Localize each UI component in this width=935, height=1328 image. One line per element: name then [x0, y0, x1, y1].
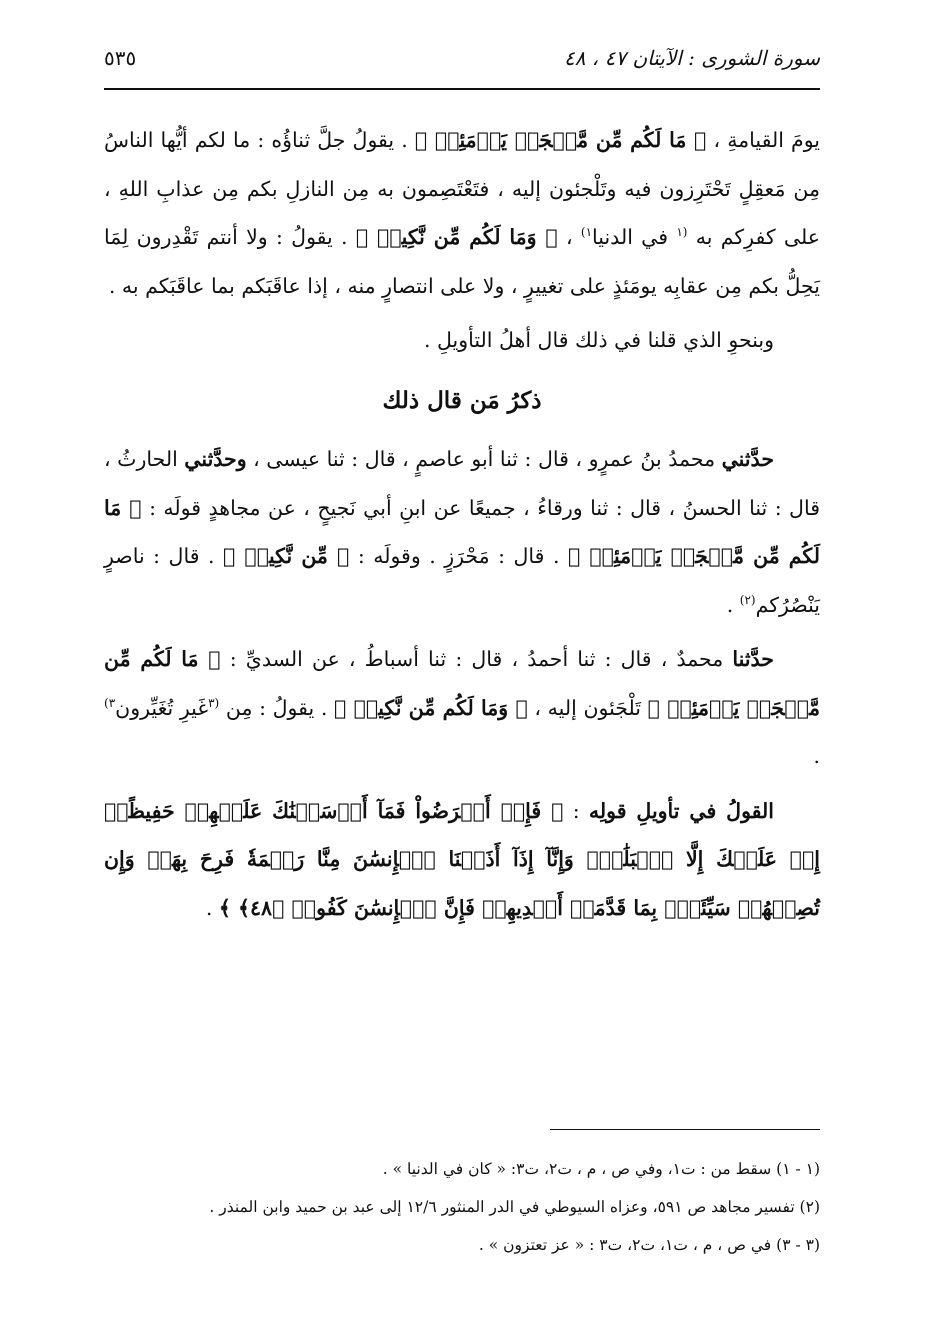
quran-quote: ﴿ فَإِنۡ أَعۡرَضُواْ فَمَآ أَرۡسَلۡنَٰكَ عَلَيۡهِمۡ حَفِيظًاۖ إِنۡ عَلَيۡكَ إِلَّا ٱلۡبَلَٰغُۗ وَإِنَّآ إِذَآ أَذَقۡنَا ٱلۡإِنسَٰنَ مِنَّا رَحۡمَةٗ فَرِحَ بِهَاۖ وَإِن تُصِبۡهُمۡ سَيِّئَةُۢ بِمَا قَدَّمَتۡ أَيۡدِيهِمۡ فَإِنَّ ٱلۡإِنسَٰنَ كَفُورٞ ﴿٤٨﴾ ﴾ — [104, 798, 820, 920]
header-title: سورة الشورى : الآيتان ٤٧ ، ٤٨ — [563, 46, 820, 70]
narration-verb: حدَّثني — [721, 447, 774, 471]
paragraph-3 — [104, 435, 820, 629]
text-run: غَيرِ تُغَيِّرون — [115, 695, 209, 720]
footnote-marker: (٣ — [208, 695, 220, 710]
footnote-marker: (٢) — [739, 592, 756, 607]
quran-quote: ﴿ مَا لَكُم مِّن مَّلۡجَإٖ يَوۡمَئِذٖ ﴾ — [414, 128, 707, 152]
text-run: . قال : ناصرٍ يَنْصُرُكم — [104, 544, 820, 617]
section-lead: القولُ في تأويلِ قولِه — [588, 798, 774, 823]
quran-quote: ﴿ وَمَا لَكُم مِّن نَّكِيرٖ ﴾ — [355, 225, 558, 249]
text-run: يومَ القيامةِ ، — [706, 128, 820, 152]
text-run: ، — [557, 225, 581, 249]
text-run: . — [205, 895, 219, 920]
paragraph-2: وبنحوِ الذي قلنا في ذلك قال أهلُ التأويلِ . — [423, 328, 774, 352]
text-run: . يقولُ : ولا أنتم تَقْدِرون لِمَا يَحِلُّ بكم مِن عقابِه يومَئذٍ على تغييرٍ ، ولا على انتصارٍ منه ، إذا عاقَبَكم بما عاقَبَكم به . — [104, 225, 820, 298]
quran-quote: ﴿ مَا لَكُم مِّن مَّلۡجَإٖ يَوۡمَئِذٖ ﴾ — [104, 647, 821, 720]
footnote-marker: (١ — [676, 225, 688, 240]
text-run: تَلْجَئون إليه ، — [527, 695, 648, 720]
footnote-3: (٣ - ٣) في ص ، م ، ت١، ت٢، ت٣ : « عز تعتزون » . — [478, 1236, 820, 1254]
section-heading: ذكرُ مَن قال ذلك — [382, 386, 542, 414]
text-run: . — [726, 592, 740, 617]
narration-verb: وحدَّثني — [184, 447, 247, 471]
footnotes — [104, 1150, 820, 1264]
text-run: . قال : مَحْرَزٍ . وقولَه : — [349, 544, 568, 568]
narration-verb: حدَّثنا — [732, 647, 774, 671]
text-run: محمدُ بنُ عمرٍو ، قال : ثنا أبو عاصمٍ ، قال : ثنا عيسى ، — [246, 447, 722, 471]
text-run: . يقولُ : مِن — [219, 695, 335, 720]
footnote-2: (٢) تفسير مجاهد ص ٥٩١، وعزاه السيوطي في الدر المنثور ١٢/٦ إلى عبد بن حميد وابن المنذر . — [209, 1198, 820, 1216]
quran-quote: ﴿ مَا لَكُم مِّن مَّلۡجَإٖ يَوۡمَئِذٖ ﴾ — [104, 495, 820, 568]
text-run: . — [813, 744, 820, 768]
paragraph-1 — [104, 116, 820, 310]
footnote-marker: ٣) — [104, 695, 116, 710]
footnote-marker: ١) — [580, 225, 593, 240]
quran-quote: ﴿ وَمَا لَكُم مِّن نَّكِيرٖ ﴾ — [334, 695, 528, 720]
text-run: الحارثُ ، قال : ثنا الحسنُ ، قال : ثنا ورقاءُ ، جميعًا عن ابنِ أبي نَجيحٍ ، عن مجاهدٍ قولَه : — [104, 447, 820, 520]
running-header — [104, 42, 820, 90]
text-run: محمدٌ ، قال : ثنا أحمدُ ، قال : ثنا أسباطُ ، عن السديِّ : — [220, 647, 733, 671]
footnote-1: (١ - ١) سقط من : ت١، وفي ص ، م ، ت٢، ت٣: « كان في الدنيا » . — [382, 1160, 820, 1178]
footnote-divider — [550, 1129, 820, 1130]
main-text — [104, 116, 820, 932]
text-run: في الدنيا — [592, 225, 677, 249]
text-run: : — [563, 798, 589, 823]
paragraph-5 — [104, 787, 820, 933]
text-run: . يقولُ جلَّ ثناؤُه : ما لكم أيُّها الناسُ مِن مَعقِلٍ تَحْتَرِزون فيه وتَلْجئون إليه ، فتَعْتَصِمون به مِن النازلِ بكم مِن عذابِ اللهِ ، على كفرِكم به — [104, 128, 820, 249]
paragraph-4 — [104, 635, 820, 781]
page-number: ٥٣٥ — [104, 46, 137, 70]
quran-quote: ﴿ مِّن نَّكِيرٖ ﴾ — [222, 544, 350, 568]
